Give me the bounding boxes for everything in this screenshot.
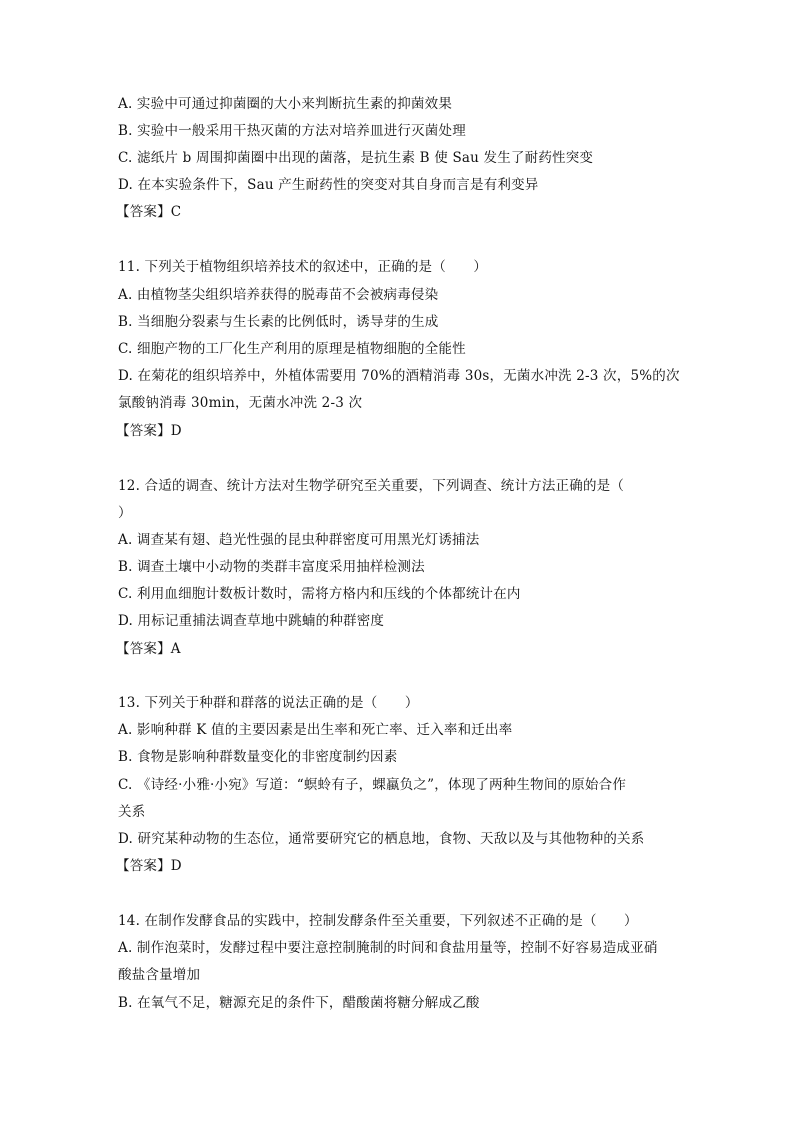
q11-option-d: D. 在菊花的组织培养中，外植体需要用 70%的酒精消毒 30s，无菌水冲洗 2-3 次，5%的次 — [118, 368, 680, 384]
q14-option-a: A. 制作泡菜时，发酵过程中要注意控制腌制的时间和食盐用量等，控制不好容易造成亚硝 — [118, 940, 658, 956]
q13-option-c-cont: 关系 — [118, 804, 146, 820]
q13-answer: 【答案】D — [116, 858, 182, 874]
q11-option-d-cont: 氯酸钠消毒 30min，无菌水冲洗 2-3 次 — [118, 395, 363, 411]
q14-option-b: B. 在氧气不足，糖源充足的条件下，醋酸菌将糖分解成乙酸 — [118, 995, 480, 1011]
q11-answer: 【答案】D — [116, 423, 182, 439]
q11-option-c: C. 细胞产物的工厂化生产利用的原理是植物细胞的全能性 — [118, 341, 466, 357]
q13-option-b: B. 食物是影响种群数量变化的非密度制约因素 — [118, 749, 398, 765]
q11-option-b: B. 当细胞分裂素与生长素的比例低时，诱导芽的生成 — [118, 314, 439, 330]
q13-option-a: A. 影响种群 K 值的主要因素是出生率和死亡率、迁入率和迁出率 — [118, 722, 513, 738]
q11-stem: 11. 下列关于植物组织培养技术的叙述中，正确的是（ ） — [118, 259, 488, 275]
q12-stem-cont: ） — [118, 505, 132, 521]
q14-option-a-cont: 酸盐含量增加 — [118, 967, 201, 983]
q10-answer: 【答案】C — [116, 204, 182, 220]
q12-option-b: B. 调查土壤中小动物的类群丰富度采用抽样检测法 — [118, 559, 425, 575]
q12-option-c: C. 利用血细胞计数板计数时，需将方格内和压线的个体都统计在内 — [118, 586, 521, 602]
q10-option-d: D. 在本实验条件下，Sau 产生耐药性的突变对其自身而言是有利变异 — [118, 177, 539, 193]
q12-option-a: A. 调查某有翅、趋光性强的昆虫种群密度可用黑光灯诱捕法 — [118, 532, 480, 548]
q13-option-d: D. 研究某种动物的生态位，通常要研究它的栖息地，食物、天敌以及与其他物种的关系 — [118, 831, 645, 847]
q10-option-b: B. 实验中一般采用干热灭菌的方法对培养皿进行灭菌处理 — [118, 123, 466, 139]
q13-option-c: C. 《诗经·小雅·小宛》写道：“螟蛉有子，蜾蠃负之”，体现了两种生物间的原始合作 — [118, 777, 627, 793]
q10-option-c: C. 滤纸片 b 周围抑菌圈中出现的菌落，是抗生素 B 使 Sau 发生了耐药性突变 — [118, 150, 594, 166]
q12-option-d: D. 用标记重捕法调查草地中跳蝻的种群密度 — [118, 613, 385, 629]
q10-option-a: A. 实验中可通过抑菌圈的大小来判断抗生素的抑菌效果 — [118, 96, 453, 112]
q12-answer: 【答案】A — [116, 641, 181, 657]
q11-option-a: A. 由植物茎尖组织培养获得的脱毒苗不会被病毒侵染 — [118, 287, 439, 303]
q13-stem: 13. 下列关于种群和群落的说法正确的是（ ） — [118, 695, 419, 711]
q14-stem: 14. 在制作发酵食品的实践中，控制发酵条件至关重要，下列叙述不正确的是（ ） — [118, 913, 638, 929]
q12-stem: 12. 合适的调查、统计方法对生物学研究至关重要，下列调查、统计方法正确的是（ — [118, 478, 625, 494]
